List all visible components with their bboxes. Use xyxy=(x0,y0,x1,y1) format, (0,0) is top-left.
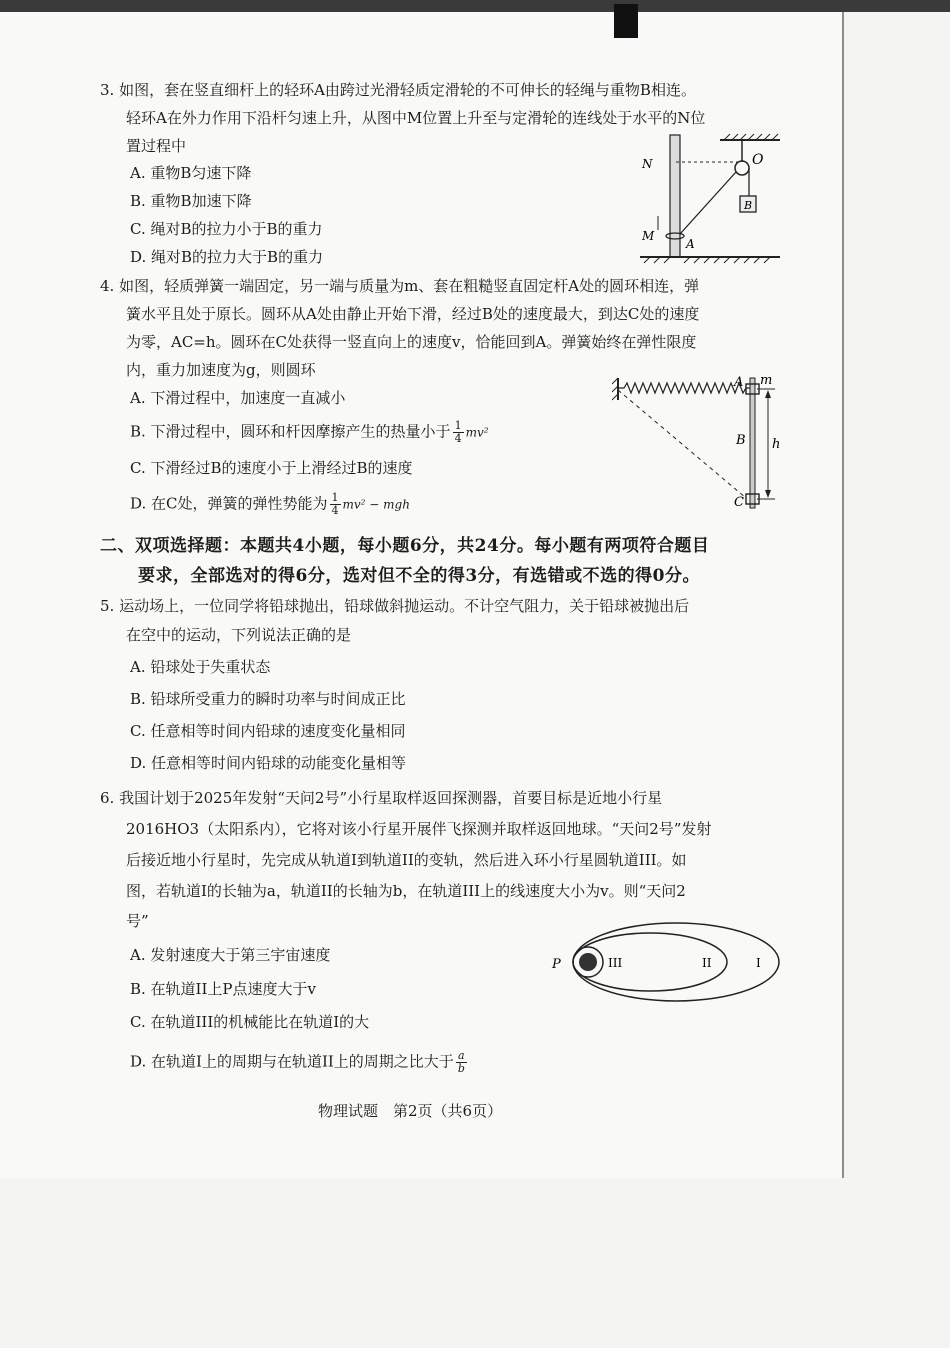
q4-option-b-numerator: 1 xyxy=(454,419,462,432)
q3-label-a: A xyxy=(686,237,695,251)
q4-stem-line3: 为零，AC=h。圆环在C处获得一竖直向上的速度v，恰能回到A。弹簧始终在弹性限度 xyxy=(126,333,697,351)
q3-stem-line1: 3. 如图，套在竖直细杆上的轻环A由跨过光滑轻质定滑轮的不可伸长的轻绳与重物B相连。 xyxy=(100,81,696,99)
q4-label-a: A xyxy=(734,375,744,390)
section2-heading-line1: 二、双项选择题：本题共4小题，每小题6分，共24分。每小题有两项符合题目 xyxy=(100,536,710,556)
q4-label-c: C xyxy=(734,495,744,510)
q6-stem-line1: 6. 我国计划于2025年发射“天问2号”小行星取样返回探测器，首要目标是近地小行星 xyxy=(100,789,663,807)
q4-option-b-denominator: 4 xyxy=(454,432,462,445)
q5-option-d: D. 任意相等时间内铅球的动能变化量相等 xyxy=(130,754,407,772)
q4-option-d-expr: mv² − mgh xyxy=(342,497,410,512)
q4-label-m: m xyxy=(760,373,773,388)
q6-option-c: C. 在轨道III的机械能比在轨道I的大 xyxy=(130,1013,370,1031)
q4-spring-figure xyxy=(612,372,792,514)
q6-option-b: B. 在轨道II上P点速度大于v xyxy=(130,980,316,998)
q3-option-a: A. 重物B匀速下降 xyxy=(130,164,252,182)
q3-pulley-figure xyxy=(640,130,790,270)
q6-option-d-fraction xyxy=(456,1050,467,1075)
q4-option-d-fraction xyxy=(330,492,341,517)
q5-option-a: A. 铅球处于失重状态 xyxy=(130,658,271,676)
q6-option-d-denominator: b xyxy=(457,1062,465,1075)
q4-option-b xyxy=(130,420,489,445)
q5-stem-line1: 5. 运动场上，一位同学将铅球抛出，铅球做斜抛运动。不计空气阻力，关于铅球被抛出后 xyxy=(100,597,690,615)
q3-option-b: B. 重物B加速下降 xyxy=(130,192,252,210)
q6-stem-line5: 号” xyxy=(126,912,149,930)
section2-heading-line2: 要求，全部选对的得6分，选对但不全的得3分，有选错或不选的得0分。 xyxy=(138,566,700,586)
q6-stem-line4: 图，若轨道I的长轴为a，轨道II的长轴为b，在轨道III上的线速度大小为v。则“天问2 xyxy=(126,882,686,900)
q3-label-m: M xyxy=(642,229,655,243)
q4-option-a: A. 下滑过程中，加速度一直减小 xyxy=(130,389,346,407)
q4-stem-line4: 内，重力加速度为g，则圆环 xyxy=(126,361,316,379)
q3-option-c: C. 绳对B的拉力小于B的重力 xyxy=(130,220,323,238)
q6-option-d-numerator: a xyxy=(456,1050,467,1063)
q4-label-b: B xyxy=(736,433,746,448)
q4-option-d-text: D. 在C处，弹簧的弹性势能为 xyxy=(130,494,328,513)
q5-option-c: C. 任意相等时间内铅球的速度变化量相同 xyxy=(130,722,406,740)
q5-stem-line2: 在空中的运动，下列说法正确的是 xyxy=(126,626,352,644)
q3-label-o: O xyxy=(752,152,764,168)
q6-stem-line3: 后接近地小行星时，先完成从轨道I到轨道II的变轨，然后进入环小行星圆轨道III。如 xyxy=(126,851,687,869)
q4-label-h: h xyxy=(772,437,781,452)
q3-label-n: N xyxy=(642,157,653,171)
q3-label-b: B xyxy=(744,199,753,212)
q4-option-c: C. 下滑经过B的速度小于上滑经过B的速度 xyxy=(130,459,413,477)
q6-stem-line2: 2016HO3（太阳系内），它将对该小行星开展伴飞探测并取样返回地球。“天问2号”发射 xyxy=(126,820,712,838)
q6-orbit-figure xyxy=(546,920,786,1004)
q4-option-d xyxy=(130,492,410,517)
q6-label-orbit3: III xyxy=(608,956,623,970)
q3-stem-line3: 置过程中 xyxy=(126,137,187,155)
q4-option-d-denominator: 4 xyxy=(331,504,339,517)
q4-option-b-text: B. 下滑过程中，圆环和杆因摩擦产生的热量小于 xyxy=(130,422,451,441)
scan-top-edge xyxy=(0,0,950,12)
page-footer: 物理试题 第2页（共6页） xyxy=(318,1102,503,1120)
scan-black-mark xyxy=(614,4,638,38)
q4-option-b-expr: mv² xyxy=(465,425,489,440)
q6-option-d xyxy=(130,1050,469,1075)
q6-option-a: A. 发射速度大于第三宇宙速度 xyxy=(130,946,331,964)
q5-option-b: B. 铅球所受重力的瞬时功率与时间成正比 xyxy=(130,690,406,708)
q4-option-d-numerator: 1 xyxy=(331,491,339,504)
q4-option-b-fraction xyxy=(453,420,464,445)
q6-label-orbit2: II xyxy=(702,956,712,970)
q3-option-d: D. 绳对B的拉力大于B的重力 xyxy=(130,248,324,266)
q4-stem-line2: 簧水平且处于原长。圆环从A处由静止开始下滑，经过B处的速度最大，到达C处的速度 xyxy=(126,305,700,323)
q6-option-d-text: D. 在轨道I上的周期与在轨道II上的周期之比大于 xyxy=(130,1052,454,1071)
q3-stem-line2: 轻环A在外力作用下沿杆匀速上升，从图中M位置上升至与定滑轮的连线处于水平的N位 xyxy=(126,109,706,127)
q6-label-orbit1: I xyxy=(756,956,761,970)
q4-stem-line1: 4. 如图，轻质弹簧一端固定，另一端与质量为m、套在粗糙竖直固定杆A处的圆环相连，弹 xyxy=(100,277,700,295)
q6-label-p: P xyxy=(552,957,561,972)
